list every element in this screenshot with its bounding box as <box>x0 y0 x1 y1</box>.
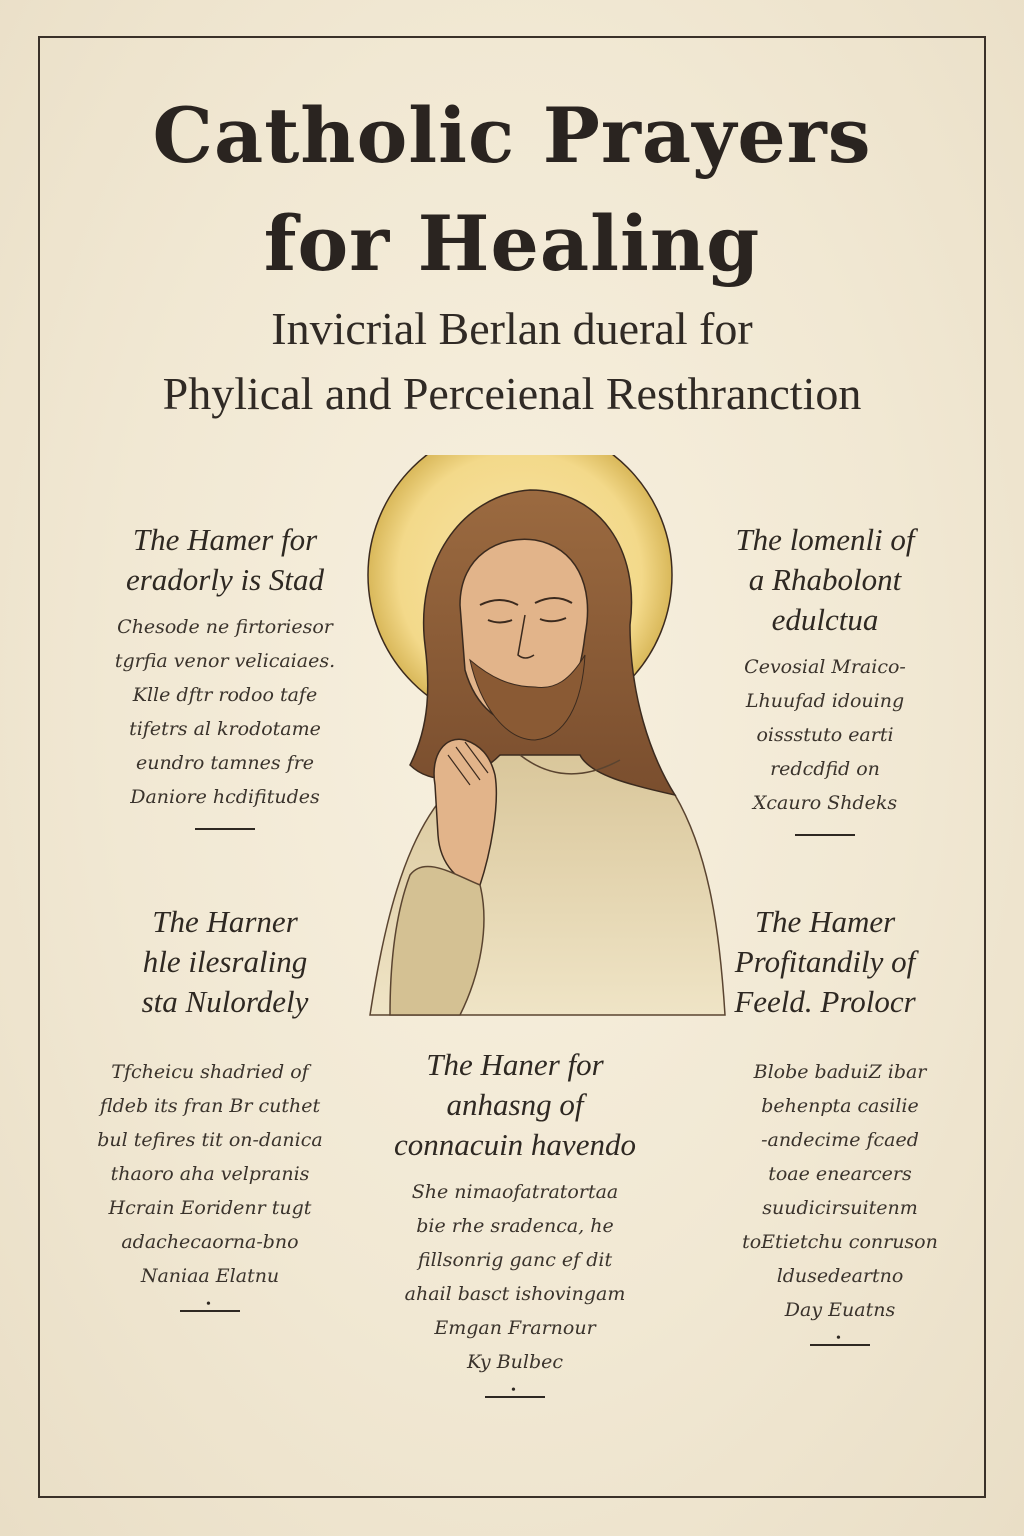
block-body: Tfcheicu shadried of fldeb its fran Br cuthet bul tefires tit on-danica thaoro aha velpranis Hcrain Eoridenr tugt adachecaorna-bno Naniaa Elatnu <box>97 1061 323 1287</box>
block-heading: The Haner for anhasng of connacuin havendo <box>394 1047 636 1162</box>
prayer-block-bottom-left <box>40 1045 380 1317</box>
prayer-block-bottom-center <box>350 1045 680 1403</box>
prayer-block-top-right <box>660 520 990 836</box>
prayer-block-bottom-right <box>680 1045 1000 1351</box>
block-body: Cevosial Mraico- Lhuufad idouing oissstuto earti redcdfid on Xcauro Shdeks <box>744 656 906 814</box>
title-line-2: for Healing <box>263 199 761 288</box>
block-body: Chesode ne firtoriesor tgrfia venor velicaiaes. Klle dftr rodoo tafe tifetrs al krodotame eundro tamnes fre Daniore hcdifitudes <box>114 616 336 808</box>
ornament-divider <box>810 1337 870 1351</box>
title-line-1: Catholic Prayers <box>152 91 872 180</box>
subtitle-line-1: Invicrial Berlan dueral for <box>271 303 753 354</box>
ornament-divider <box>485 1389 545 1403</box>
block-heading: The Hamer for eradorly is Stad <box>125 522 325 597</box>
prayer-block-mid-right <box>660 902 990 1022</box>
prayer-block-top-left <box>60 520 390 830</box>
block-body: Blobe baduiZ ibar behenpta casilie -andecime fcaed toae enearcers suudicirsuitenm toEtietchu conruson ldusedeartno Day Euatns <box>742 1061 938 1321</box>
divider <box>795 834 855 836</box>
prayer-block-mid-left <box>60 902 390 1022</box>
ornament-divider <box>180 1303 240 1317</box>
divider <box>195 828 255 830</box>
block-heading: The Hamer Profitandily of Feeld. Prolocr <box>734 904 916 1019</box>
block-body: She nimaofatratortaa bie rhe sradenca, he fillsonrig ganc ef dit ahail basct ishovingam Emgan Frarnour Ky Bulbec <box>404 1181 626 1373</box>
block-heading: The lomenli of a Rhabolont edulctua <box>735 522 915 637</box>
block-heading: The Harner hle ilesraling sta Nulordely <box>141 904 309 1019</box>
subtitle-line-2: Phylical and Perceienal Resthranction <box>162 368 862 419</box>
